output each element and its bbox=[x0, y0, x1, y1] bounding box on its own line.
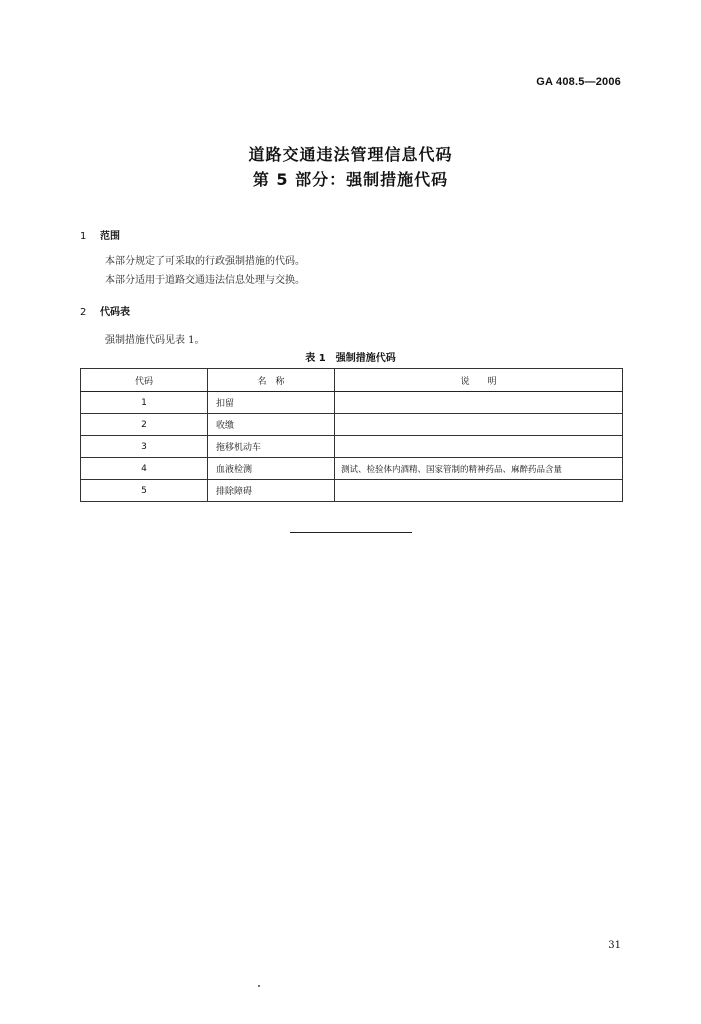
table-header-row bbox=[81, 369, 623, 392]
section-1-paragraph-2: 本部分适用于道路交通违法信息处理与交换。 bbox=[105, 275, 305, 286]
row-code: 2 bbox=[81, 414, 208, 436]
section-1-heading bbox=[80, 227, 120, 242]
row-description bbox=[335, 480, 623, 502]
end-of-standard-rule bbox=[290, 532, 412, 533]
row-name: 扣留 bbox=[208, 392, 335, 414]
section-2-paragraph: 强制措施代码见表 1。 bbox=[105, 335, 205, 346]
document-code: GA 408.5—2006 bbox=[536, 76, 621, 88]
column-header-description: 说 明 bbox=[335, 369, 623, 392]
row-description bbox=[335, 436, 623, 458]
section-2-number: 2 bbox=[80, 307, 87, 318]
row-name: 血液检测 bbox=[208, 458, 335, 480]
row-name: 收缴 bbox=[208, 414, 335, 436]
table-caption: 表 1 强制措施代码 bbox=[305, 353, 396, 364]
column-header-code: 代码 bbox=[81, 369, 208, 392]
table-row bbox=[81, 392, 623, 414]
row-code: 4 bbox=[81, 458, 208, 480]
table-row bbox=[81, 458, 623, 480]
row-description bbox=[335, 414, 623, 436]
table-row bbox=[81, 436, 623, 458]
row-description: 测试、检验体内酒精、国家管制的精神药品、麻醉药品含量 bbox=[335, 458, 623, 480]
section-1-title: 范围 bbox=[100, 231, 120, 242]
row-code: 1 bbox=[81, 392, 208, 414]
section-1-paragraph-1: 本部分规定了可采取的行政强制措施的代码。 bbox=[105, 256, 305, 267]
section-1-number: 1 bbox=[80, 231, 87, 242]
code-table bbox=[80, 368, 623, 502]
column-header-name: 名 称 bbox=[208, 369, 335, 392]
table-row bbox=[81, 414, 623, 436]
scan-speck bbox=[258, 985, 260, 987]
row-name: 拖移机动车 bbox=[208, 436, 335, 458]
document-title: 道路交通违法管理信息代码 bbox=[248, 145, 453, 164]
row-code: 3 bbox=[81, 436, 208, 458]
document-subtitle: 第 5 部分：强制措施代码 bbox=[252, 170, 449, 189]
page-number: 31 bbox=[608, 940, 621, 951]
row-code: 5 bbox=[81, 480, 208, 502]
section-2-heading bbox=[80, 303, 130, 318]
row-description bbox=[335, 392, 623, 414]
table-row bbox=[81, 480, 623, 502]
row-name: 排除障碍 bbox=[208, 480, 335, 502]
section-2-title: 代码表 bbox=[100, 307, 130, 318]
